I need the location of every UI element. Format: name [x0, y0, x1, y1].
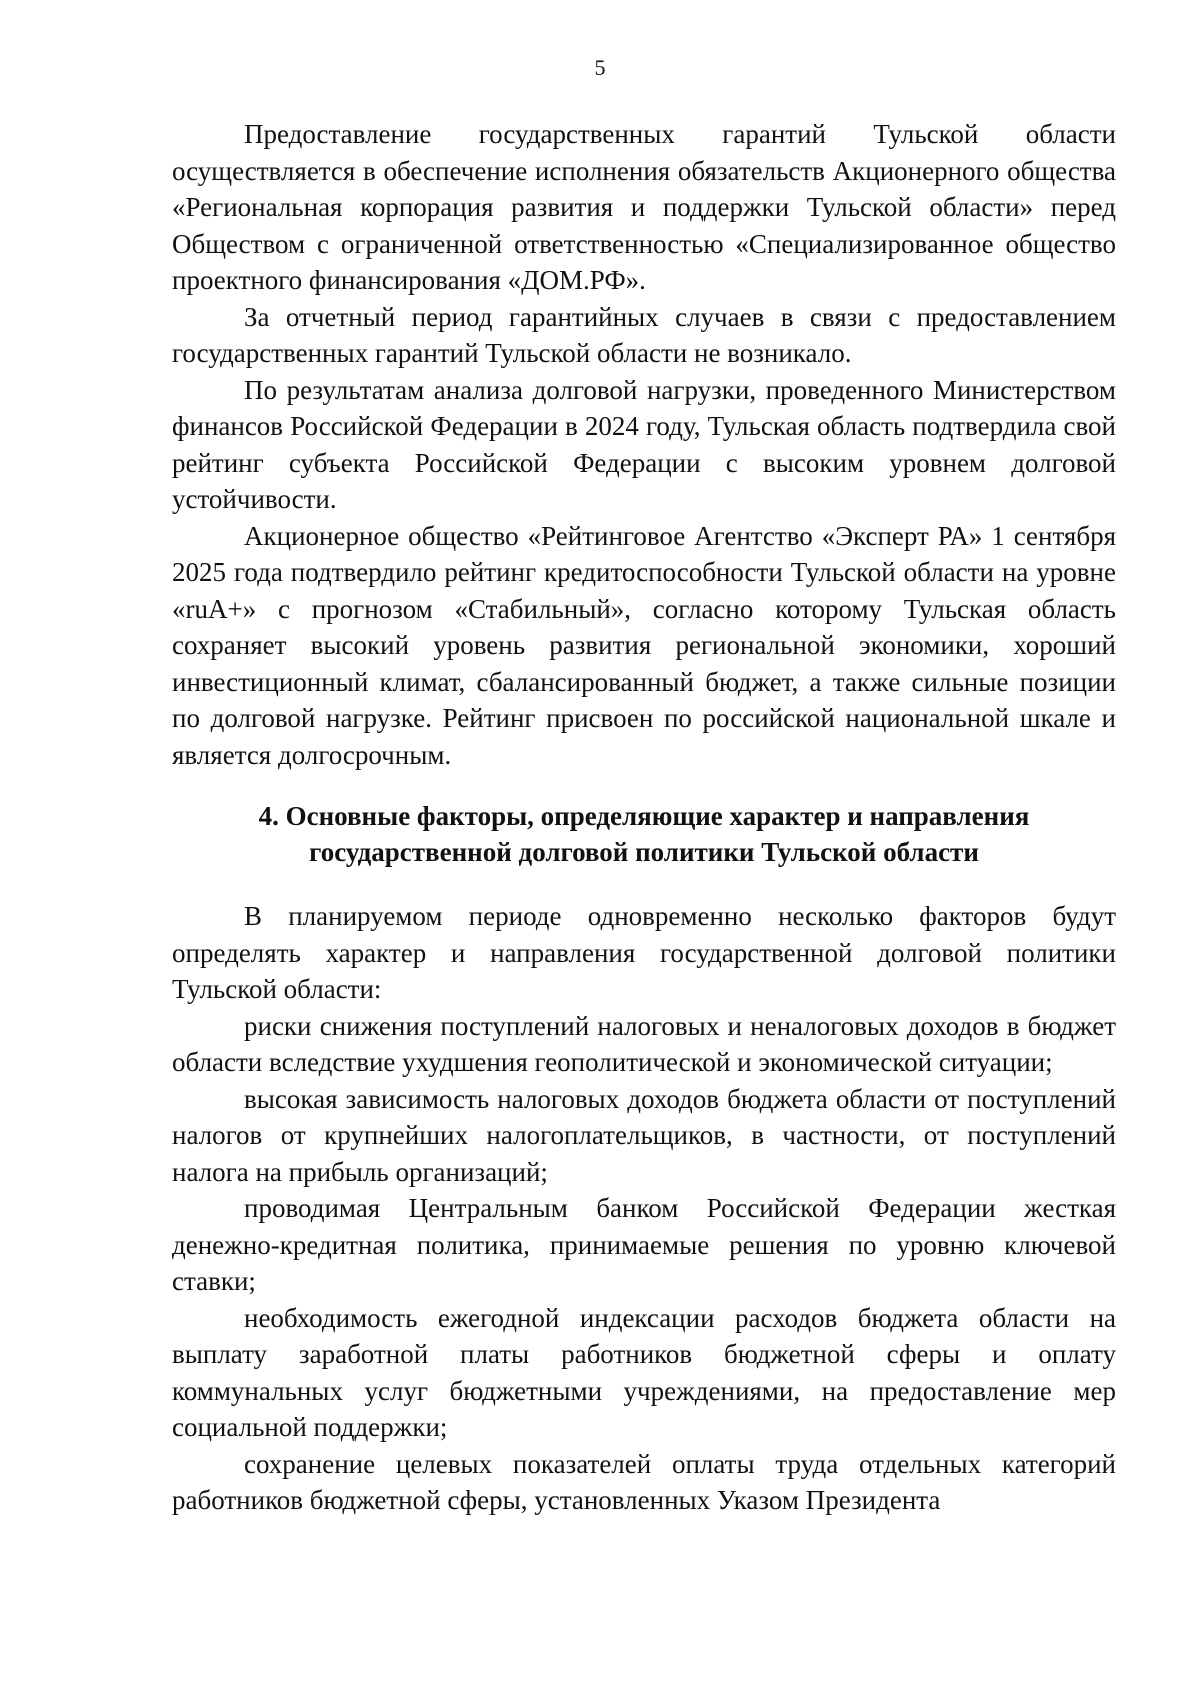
paragraph-credit-rating: Акционерное общество «Рейтинговое Агентство «Эксперт РА» 1 сентября 2025 года подтвердило рейтинг кредитоспособности Тульской области на уровне «ruA+» с прогнозом «Стабильный», согласно которому Тульская область сохраняет высокий уровень развития региональной экономики, хороший инвестиционный климат, сбалансированный бюджет, а также сильные позиции по долговой нагрузке. Рейтинг присвоен по российской национальной шкале и является долгосрочным.	[172, 520, 1116, 770]
list-item-salary-targets: сохранение целевых показателей оплаты труда отдельных категорий работников бюджетной сферы, установленных Указом Президента	[172, 1448, 1116, 1515]
paragraph-guarantees: Предоставление государственных гарантий Тульской области осуществляется в обеспечение исполнения обязательств Акционерного общества «Региональная корпорация развития и поддержки Тульской области» перед Обществом с ограниченной ответственностью «Специализированное общество проектного финансирования «ДОМ.РФ».	[172, 119, 1116, 295]
paragraph-debt-analysis: По результатам анализа долговой нагрузки, проведенного Министерством финансов Российской Федерации в 2024 году, Тульская область подтвердила свой рейтинг субъекта Российской Федерации с высоким уровнем долговой устойчивости.	[172, 374, 1116, 514]
list-item-revenue-risks: риски снижения поступлений налоговых и неналоговых доходов в бюджет области вследствие ухудшения геополитической и экономической ситуации;	[172, 1010, 1116, 1077]
paragraph-factors-intro: В планируемом периоде одновременно несколько факторов будут определять характер и направления государственной долговой политики Тульской области:	[172, 901, 1116, 1004]
page-number: 5	[594, 55, 606, 80]
list-item-expense-indexation: необходимость ежегодной индексации расходов бюджета области на выплату заработной платы работников бюджетной сферы и оплату коммунальных услуг бюджетными учреждениями, на предоставление мер социальной поддержки;	[172, 1302, 1116, 1442]
factors-text-block	[172, 898, 1116, 1519]
intro-text-block	[172, 116, 1116, 773]
section-heading	[172, 798, 1116, 870]
list-item-tax-dependency: высокая зависимость налоговых доходов бюджета области от поступлений налогов от крупнейших налогоплательщиков, в частности, от поступлений налога на прибыль организаций;	[172, 1083, 1116, 1187]
section-heading-line-1: 4. Основные факторы, определяющие характер и направления	[258, 801, 1030, 831]
paragraph-guarantee-cases: За отчетный период гарантийных случаев в связи с предоставлением государственных гарантий Тульской области не возникало.	[172, 301, 1116, 368]
section-heading-line-2: государственной долговой политики Тульской области	[309, 837, 979, 867]
list-item-monetary-policy: проводимая Центральным банком Российской Федерации жесткая денежно-кредитная политика, принимаемые решения по уровню ключевой ставки;	[172, 1193, 1116, 1296]
